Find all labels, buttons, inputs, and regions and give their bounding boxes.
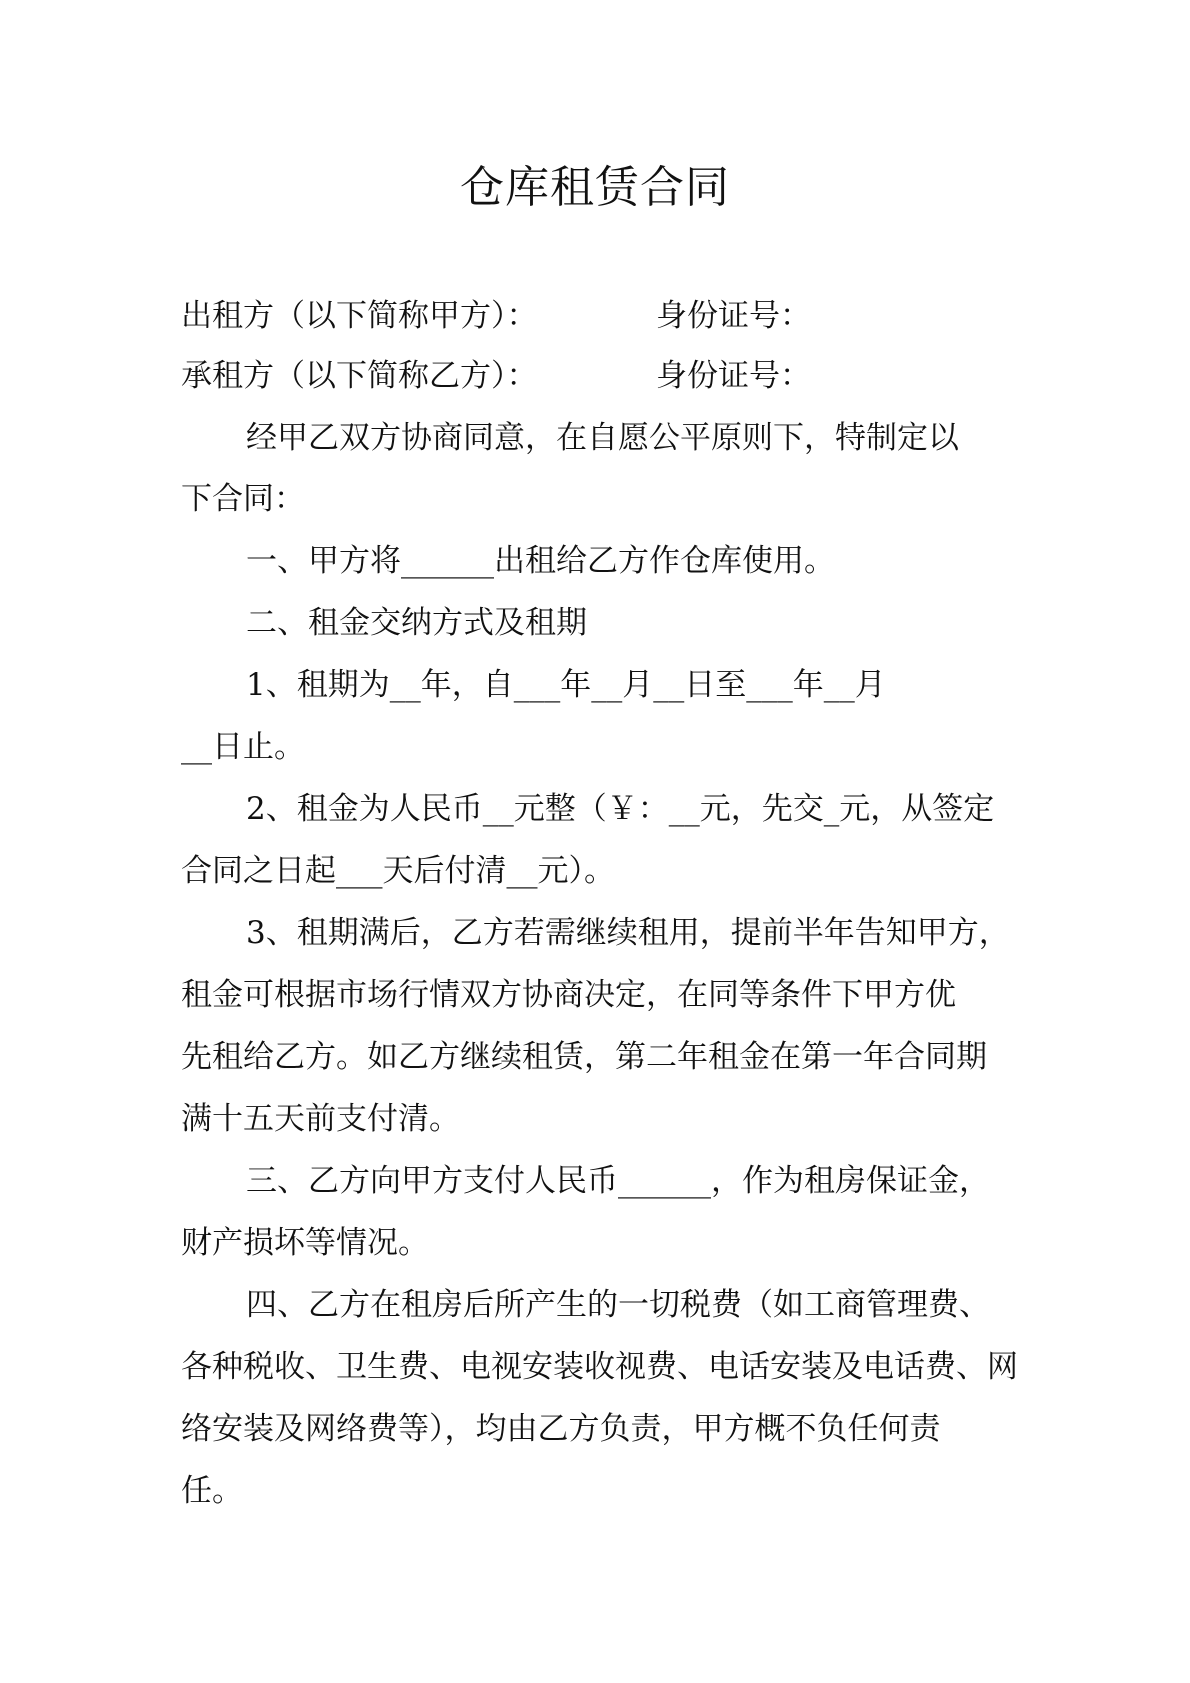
clause-2-heading: 二、租金交纳方式及租期 [246,605,587,641]
intro-line-1: 经甲乙双方协商同意，在自愿公平原则下，特制定以 [246,420,959,456]
clause-3-line-2: 财产损坏等情况。 [181,1225,429,1261]
clause-2-1-line-1: 1、租期为__年，自___年__月__日至___年__月 [246,667,886,703]
intro-line-2: 下合同： [181,481,305,517]
clause-4-line-4: 任。 [181,1473,243,1509]
lessor-label: 出租方（以下简称甲方）： [181,298,538,334]
clause-1: 一、甲方将______出租给乙方作仓库使用。 [246,543,835,579]
clause-2-3-line-3: 先租给乙方。如乙方继续租赁，第二年租金在第一年合同期 [181,1039,987,1075]
clause-4-line-2: 各种税收、卫生费、电视安装收视费、电话安装及电话费、网 [181,1349,1018,1385]
lessee-id-label: 身份证号： [656,358,811,394]
clause-4-line-1: 四、乙方在租房后所产生的一切税费（如工商管理费、 [246,1287,990,1323]
clause-4-line-3: 络安装及网络费等），均由乙方负责，甲方概不负任何责 [181,1411,941,1447]
clause-2-3-line-1: 3、租期满后，乙方若需继续租用，提前半年告知甲方， [246,915,1010,951]
lessee-label: 承租方（以下简称乙方）： [181,358,538,394]
document-title: 仓库租赁合同 [460,162,730,213]
clause-3-line-1: 三、乙方向甲方支付人民币______，作为租房保证金， [246,1163,990,1199]
clause-2-1-line-2: __日止。 [181,729,305,765]
clause-2-3-line-2: 租金可根据市场行情双方协商决定，在同等条件下甲方优 [181,977,956,1013]
clause-2-2-line-2: 合同之日起___天后付清__元）。 [181,853,615,889]
clause-2-3-line-4: 满十五天前支付清。 [181,1101,460,1137]
lessor-id-label: 身份证号： [656,298,811,334]
clause-2-2-line-1: 2、租金为人民币__元整（￥：__元，先交_元，从签定 [246,791,995,827]
